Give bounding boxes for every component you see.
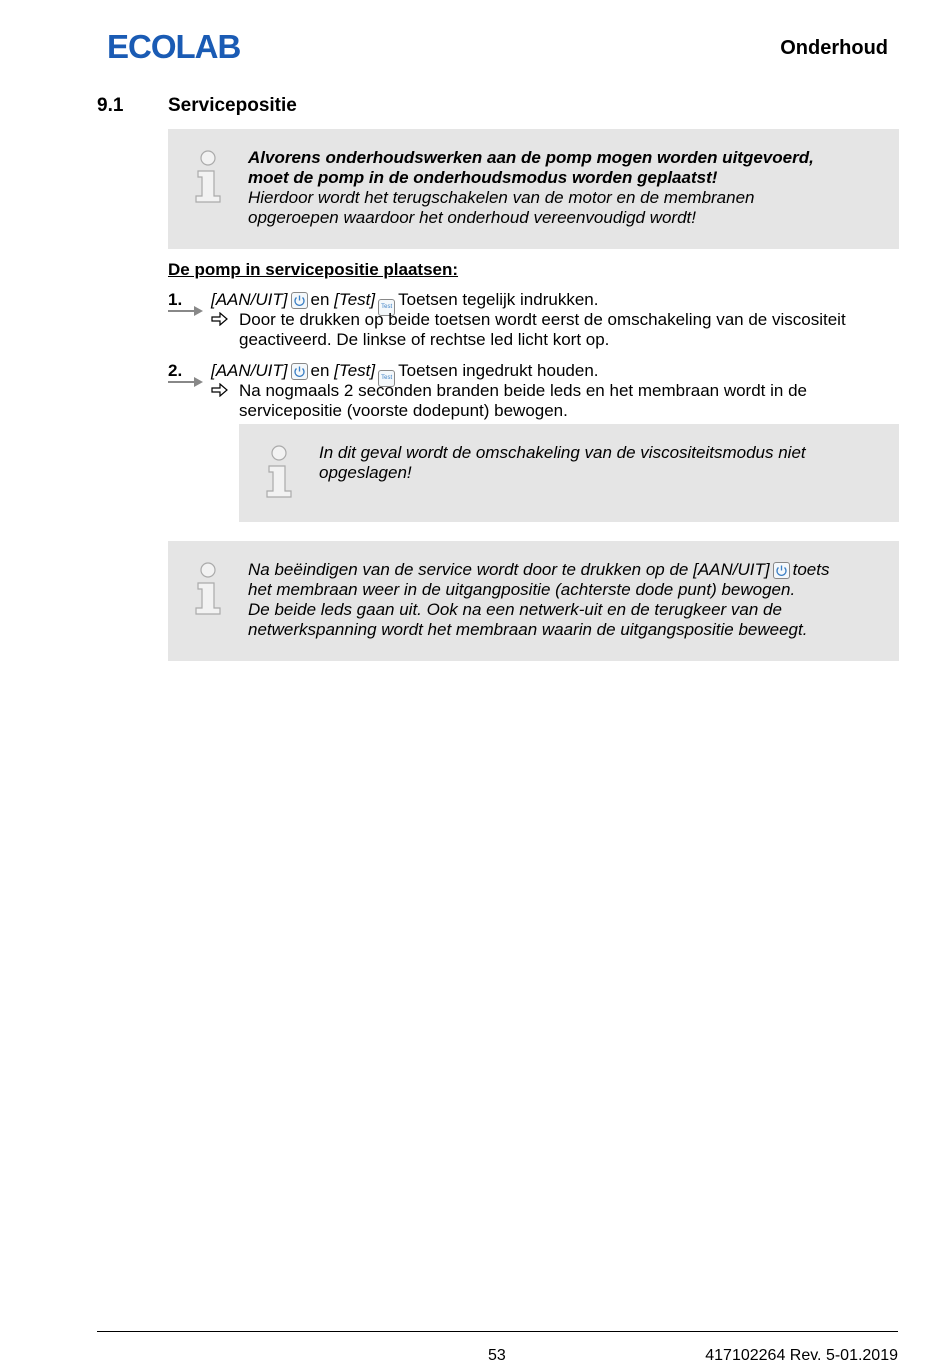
note-text — [248, 560, 879, 640]
test-key-icon: Test — [378, 370, 395, 387]
step-number-label: 2. — [168, 361, 183, 380]
step-number — [168, 290, 208, 310]
document-revision: 417102264 Rev. 5-01.2019 — [705, 1347, 898, 1364]
section-number: 9.1 — [97, 95, 124, 116]
key-test-label: [Test] — [334, 290, 376, 309]
logo-text: ECOLAB — [107, 28, 241, 64]
step-action: Toetsen ingedrukt houden. — [398, 361, 599, 380]
note-line — [248, 560, 879, 580]
result-text — [239, 381, 899, 421]
note-line: Hierdoor wordt het terugschakelen van de motor en de membranen — [248, 188, 755, 207]
note-line: netwerkspanning wordt het membraan waarin de uitgangspositie beweegt. — [248, 620, 808, 639]
chapter-title: Onderhoud — [780, 37, 888, 59]
section-title: Servicepositie — [168, 95, 297, 116]
result-text — [239, 310, 899, 350]
note-line-part: Na beëindigen van de service wordt door te drukken op de [AAN/UIT] — [248, 560, 770, 579]
key-on-off-label: [AAN/UIT] — [211, 361, 288, 380]
connector-text: en — [310, 361, 330, 380]
test-key-icon: Test — [378, 299, 395, 316]
note-text — [319, 443, 879, 483]
step-arrow-icon — [168, 306, 204, 316]
result-arrow-icon — [211, 312, 229, 326]
info-note-viscosity — [239, 424, 899, 522]
power-key-icon — [291, 292, 308, 309]
connector-text: en — [310, 290, 330, 309]
power-key-icon — [773, 562, 790, 579]
info-icon — [263, 444, 297, 500]
note-line: het membraan weer in de uitgangpositie (achterste dode punt) bewogen. — [248, 580, 796, 599]
note-line: opgeroepen waardoor het onderhoud vereenvoudigd wordt! — [248, 208, 696, 227]
footer-divider — [97, 1331, 898, 1332]
note-text — [248, 148, 879, 228]
procedure-step-1 — [168, 290, 899, 352]
result-arrow-icon — [211, 383, 229, 397]
ecolab-logo — [107, 28, 257, 64]
note-bold-line: Alvorens onderhoudswerken aan de pomp mogen worden uitgevoerd, — [248, 148, 814, 167]
step-number-label: 1. — [168, 290, 183, 309]
key-test-label: [Test] — [334, 361, 376, 380]
note-line-part: toets — [792, 560, 830, 579]
info-note-after-service — [168, 541, 899, 661]
result-line: servicepositie (voorste dodepunt) bewogen. — [239, 401, 568, 420]
step-number — [168, 361, 208, 381]
procedure-step-2 — [168, 361, 899, 423]
info-icon — [192, 149, 226, 205]
step-action: Toetsen tegelijk indrukken. — [398, 290, 599, 309]
result-line: geactiveerd. De linkse of rechtse led licht kort op. — [239, 330, 610, 349]
power-key-icon — [291, 363, 308, 380]
note-line: opgeslagen! — [319, 463, 412, 482]
info-icon — [192, 561, 226, 617]
key-on-off-label: [AAN/UIT] — [211, 290, 288, 309]
info-note-maintenance-mode — [168, 129, 899, 249]
result-line: Door te drukken op beide toetsen wordt eerst de omschakeling van de viscositeit — [239, 310, 846, 329]
procedure-heading: De pomp in servicepositie plaatsen: — [168, 260, 459, 279]
result-line: Na nogmaals 2 seconden branden beide leds en het membraan wordt in de — [239, 381, 807, 400]
section-heading — [97, 95, 297, 117]
page-number: 53 — [488, 1347, 506, 1364]
step-arrow-icon — [168, 377, 204, 387]
note-line: In dit geval wordt de omschakeling van de viscositeitsmodus niet — [319, 443, 806, 462]
note-line: De beide leds gaan uit. Ook na een netwerk-uit en de terugkeer van de — [248, 600, 782, 619]
note-bold-line: moet de pomp in de onderhoudsmodus worden geplaatst! — [248, 168, 718, 187]
